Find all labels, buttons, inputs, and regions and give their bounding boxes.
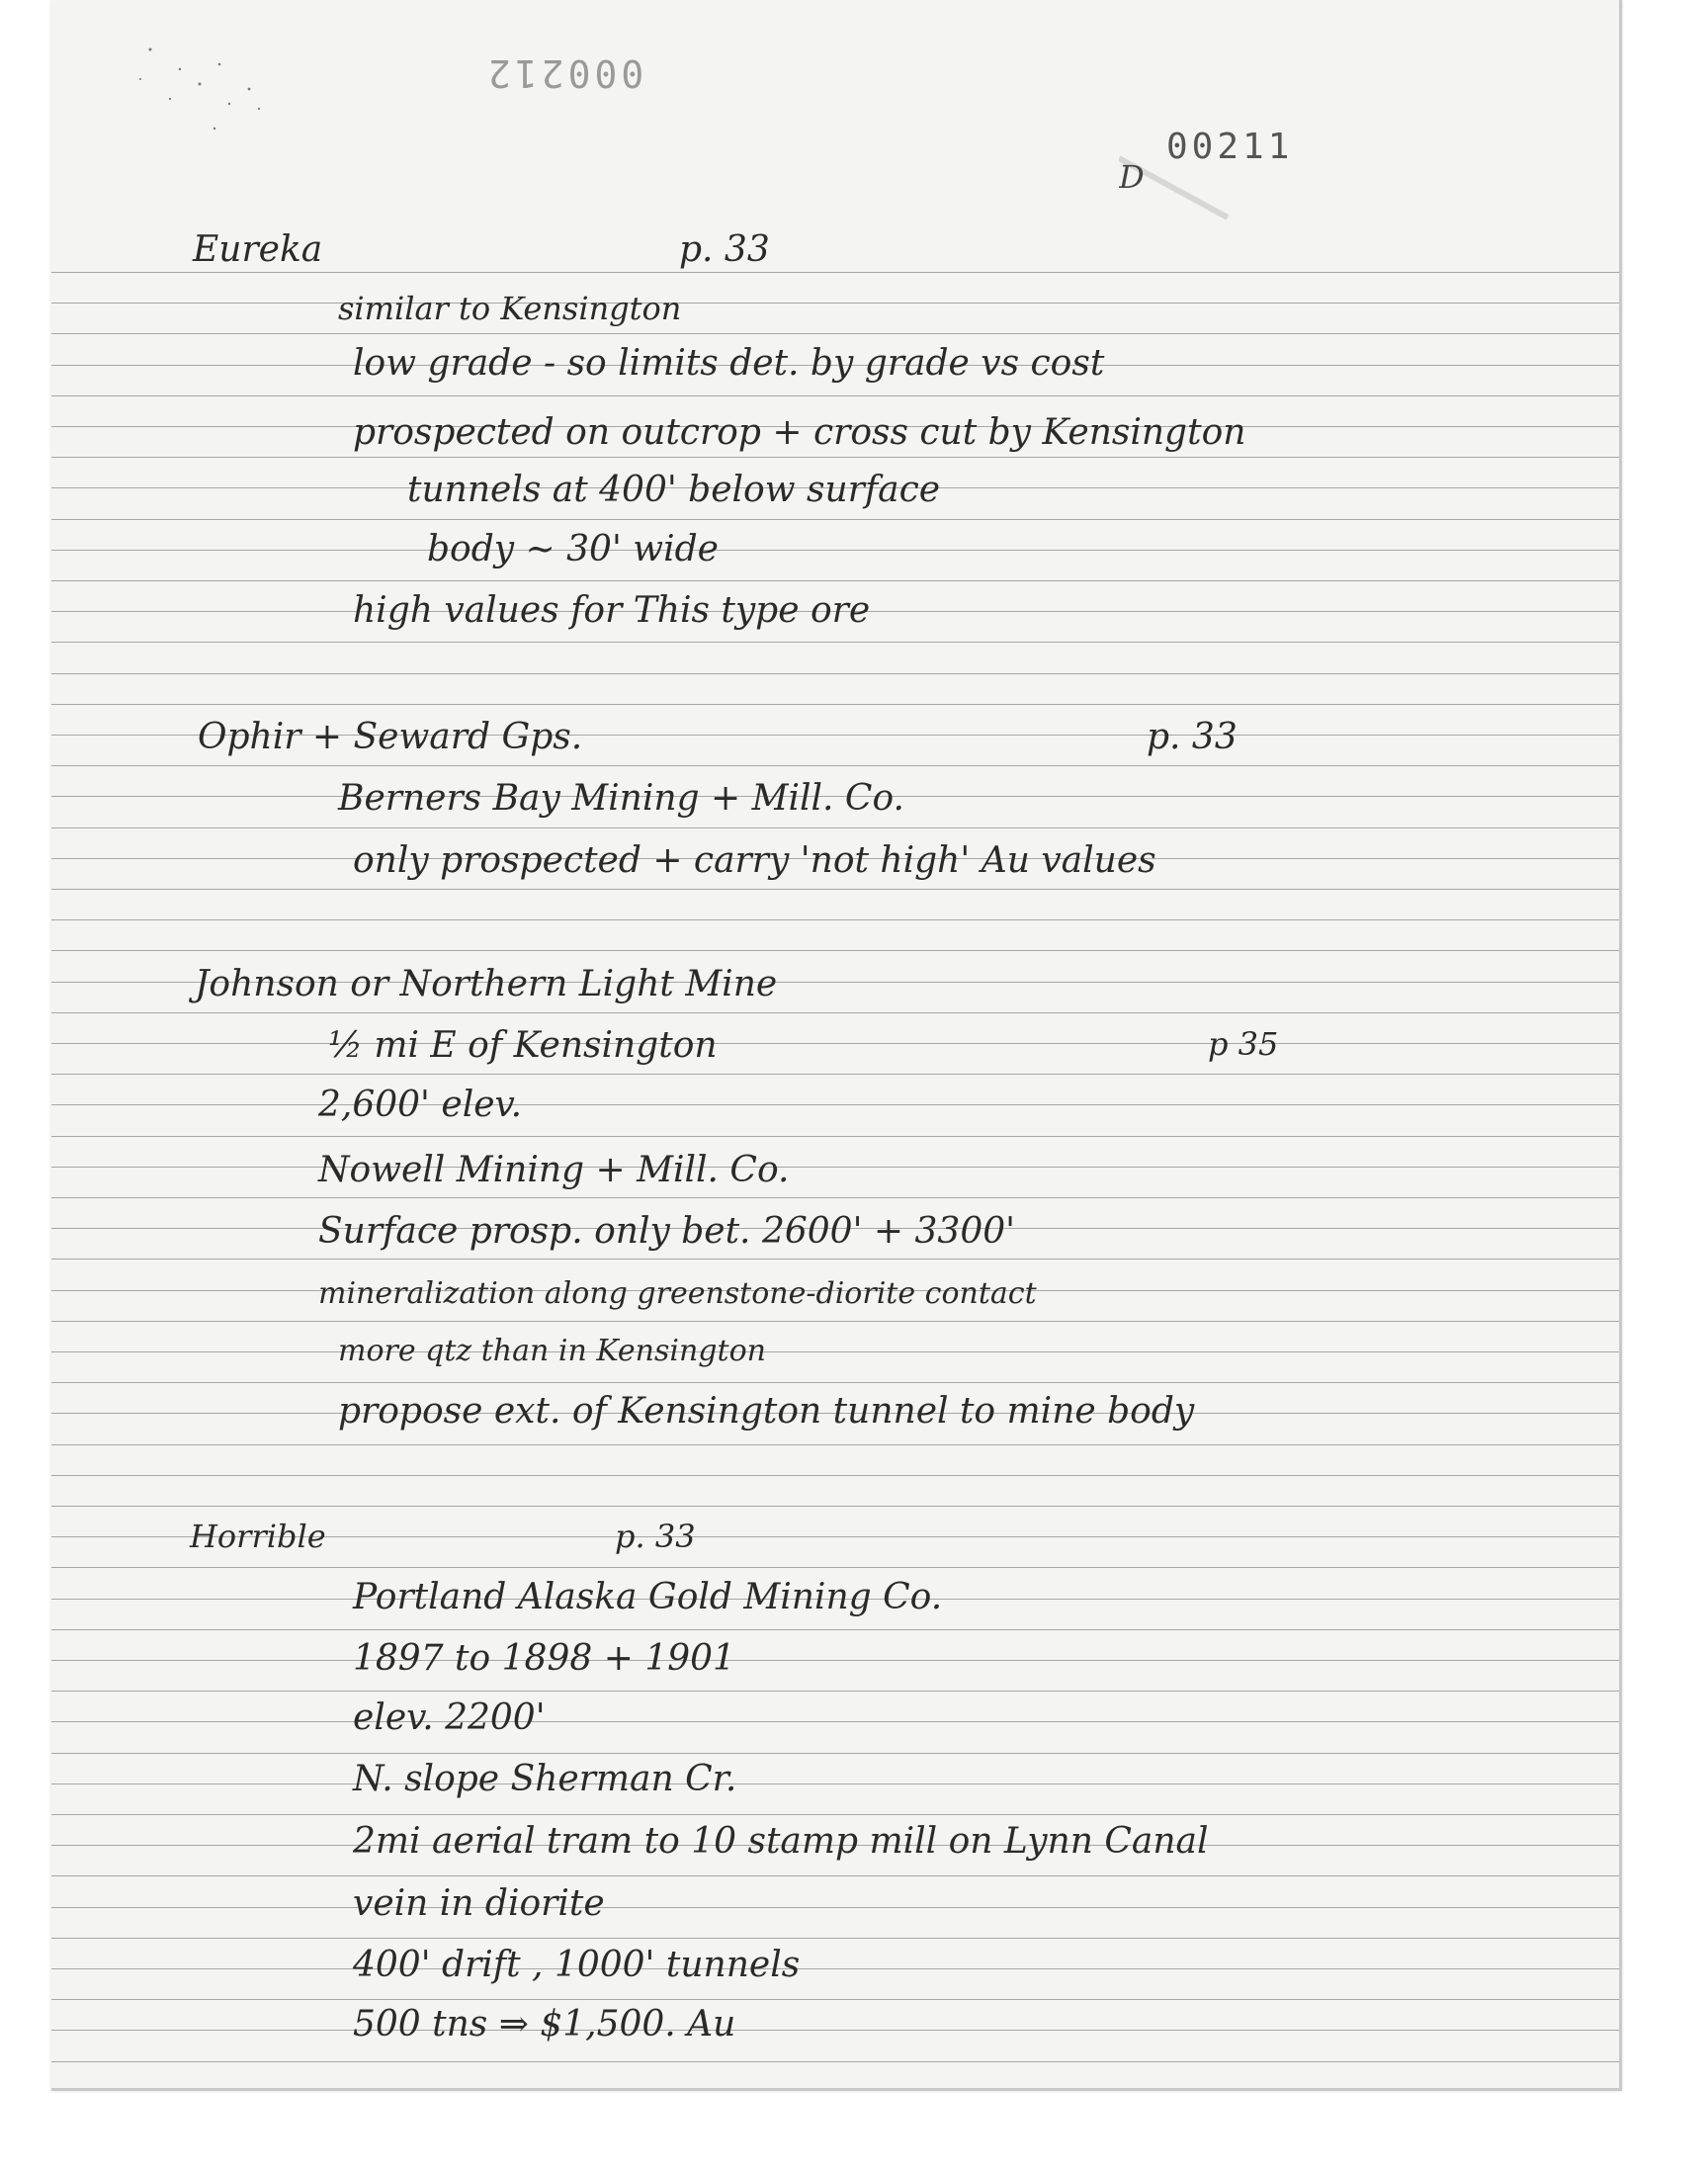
ruled-line — [51, 580, 1619, 581]
paper-specks — [121, 30, 318, 148]
page-ref-ophir: p. 33 — [1147, 717, 1238, 757]
ruled-line — [51, 1907, 1619, 1908]
ruled-line — [51, 1321, 1619, 1322]
ruled-line — [51, 950, 1619, 951]
note-line: high values for This type ore — [353, 590, 871, 631]
section-heading-horrible: Horrible — [190, 1518, 326, 1555]
section-heading-ophir: Ophir + Seward Gps. — [198, 717, 583, 757]
ruled-line — [51, 919, 1619, 920]
ruled-line — [51, 395, 1619, 396]
ruled-line — [51, 1814, 1619, 1815]
note-line: Surface prosp. only bet. 2600' + 3300' — [318, 1211, 1016, 1252]
ruled-line — [51, 1660, 1619, 1661]
note-line: mineralization along greenstone-diorite contact — [318, 1276, 1037, 1311]
svg-text:D: D — [1119, 158, 1145, 196]
note-line: 400' drift , 1000' tunnels — [353, 1945, 801, 1985]
note-line: vein in diorite — [353, 1883, 605, 1924]
ruled-line — [51, 1197, 1619, 1198]
ruled-line — [51, 519, 1619, 520]
ruled-line — [51, 1104, 1619, 1105]
note-line: only prospected + carry 'not high' Au values — [353, 840, 1156, 881]
note-line: low grade - so limits det. by grade vs cost — [353, 343, 1105, 384]
note-line: 2mi aerial tram to 10 stamp mill on Lynn Canal — [353, 1821, 1209, 1862]
ruled-line — [51, 1074, 1619, 1075]
ruled-line — [51, 2061, 1619, 2062]
note-line: ½ mi E of Kensington — [328, 1025, 718, 1066]
ruled-line — [51, 1567, 1619, 1568]
page-ref-eureka: p. 33 — [679, 229, 770, 270]
ruled-line — [51, 704, 1619, 705]
ruled-line — [51, 272, 1619, 273]
ruled-line — [51, 1259, 1619, 1260]
stamp-number-inverted: 000212 — [484, 51, 644, 95]
note-line: prospected on outcrop + cross cut by Kensington — [353, 412, 1246, 453]
ruled-line — [51, 889, 1619, 890]
ruled-line — [51, 550, 1619, 551]
ruled-line — [51, 1382, 1619, 1383]
ruled-line — [51, 673, 1619, 674]
ruled-line — [51, 827, 1619, 828]
ruled-line — [51, 1506, 1619, 1507]
note-line: 2,600' elev. — [318, 1085, 523, 1125]
ruled-line — [51, 1136, 1619, 1137]
section-heading-eureka: Eureka — [193, 229, 323, 270]
ruled-line — [51, 1691, 1619, 1692]
note-line: elev. 2200' — [353, 1697, 546, 1738]
ruled-line — [51, 1444, 1619, 1445]
notebook-page — [51, 0, 1622, 2091]
note-line: 500 tns ⇒ $1,500. Au — [353, 2004, 736, 2044]
ruled-line — [51, 642, 1619, 643]
note-line: Nowell Mining + Mill. Co. — [318, 1150, 790, 1190]
note-line: Portland Alaska Gold Mining Co. — [353, 1577, 943, 1617]
ruled-line — [51, 1043, 1619, 1044]
ruled-line — [51, 1999, 1619, 2000]
ruled-line — [51, 1629, 1619, 1630]
section-heading-johnson: Johnson or Northern Light Mine — [195, 964, 778, 1004]
stamp-number: 00211 — [1166, 127, 1294, 167]
note-line: 1897 to 1898 + 1901 — [353, 1638, 735, 1679]
note-line: body ~ 30' wide — [427, 529, 719, 569]
ruled-line — [51, 1351, 1619, 1352]
ruled-line — [51, 1475, 1619, 1476]
ruled-line — [51, 1938, 1619, 1939]
ruled-line — [51, 2030, 1619, 2031]
note-line: similar to Kensington — [338, 290, 682, 327]
page-ref-horrible: p. 33 — [615, 1518, 696, 1555]
ruled-line — [51, 1753, 1619, 1754]
ruled-line — [51, 1167, 1619, 1168]
note-line: propose ext. of Kensington tunnel to mine body — [338, 1391, 1195, 1432]
ruled-line — [51, 457, 1619, 458]
ruled-line — [51, 1968, 1619, 1969]
page-ref-johnson: p 35 — [1208, 1025, 1279, 1063]
ruled-line — [51, 333, 1619, 334]
ruled-line — [51, 765, 1619, 766]
note-line: Berners Bay Mining + Mill. Co. — [338, 778, 904, 819]
note-line: more qtz than in Kensington — [338, 1334, 766, 1368]
ruled-line — [51, 1012, 1619, 1013]
ruled-line — [51, 1875, 1619, 1876]
ruled-line — [51, 303, 1619, 304]
note-line: tunnels at 400' below surface — [407, 470, 941, 510]
ruled-line — [51, 1721, 1619, 1722]
note-line: N. slope Sherman Cr. — [353, 1759, 737, 1799]
